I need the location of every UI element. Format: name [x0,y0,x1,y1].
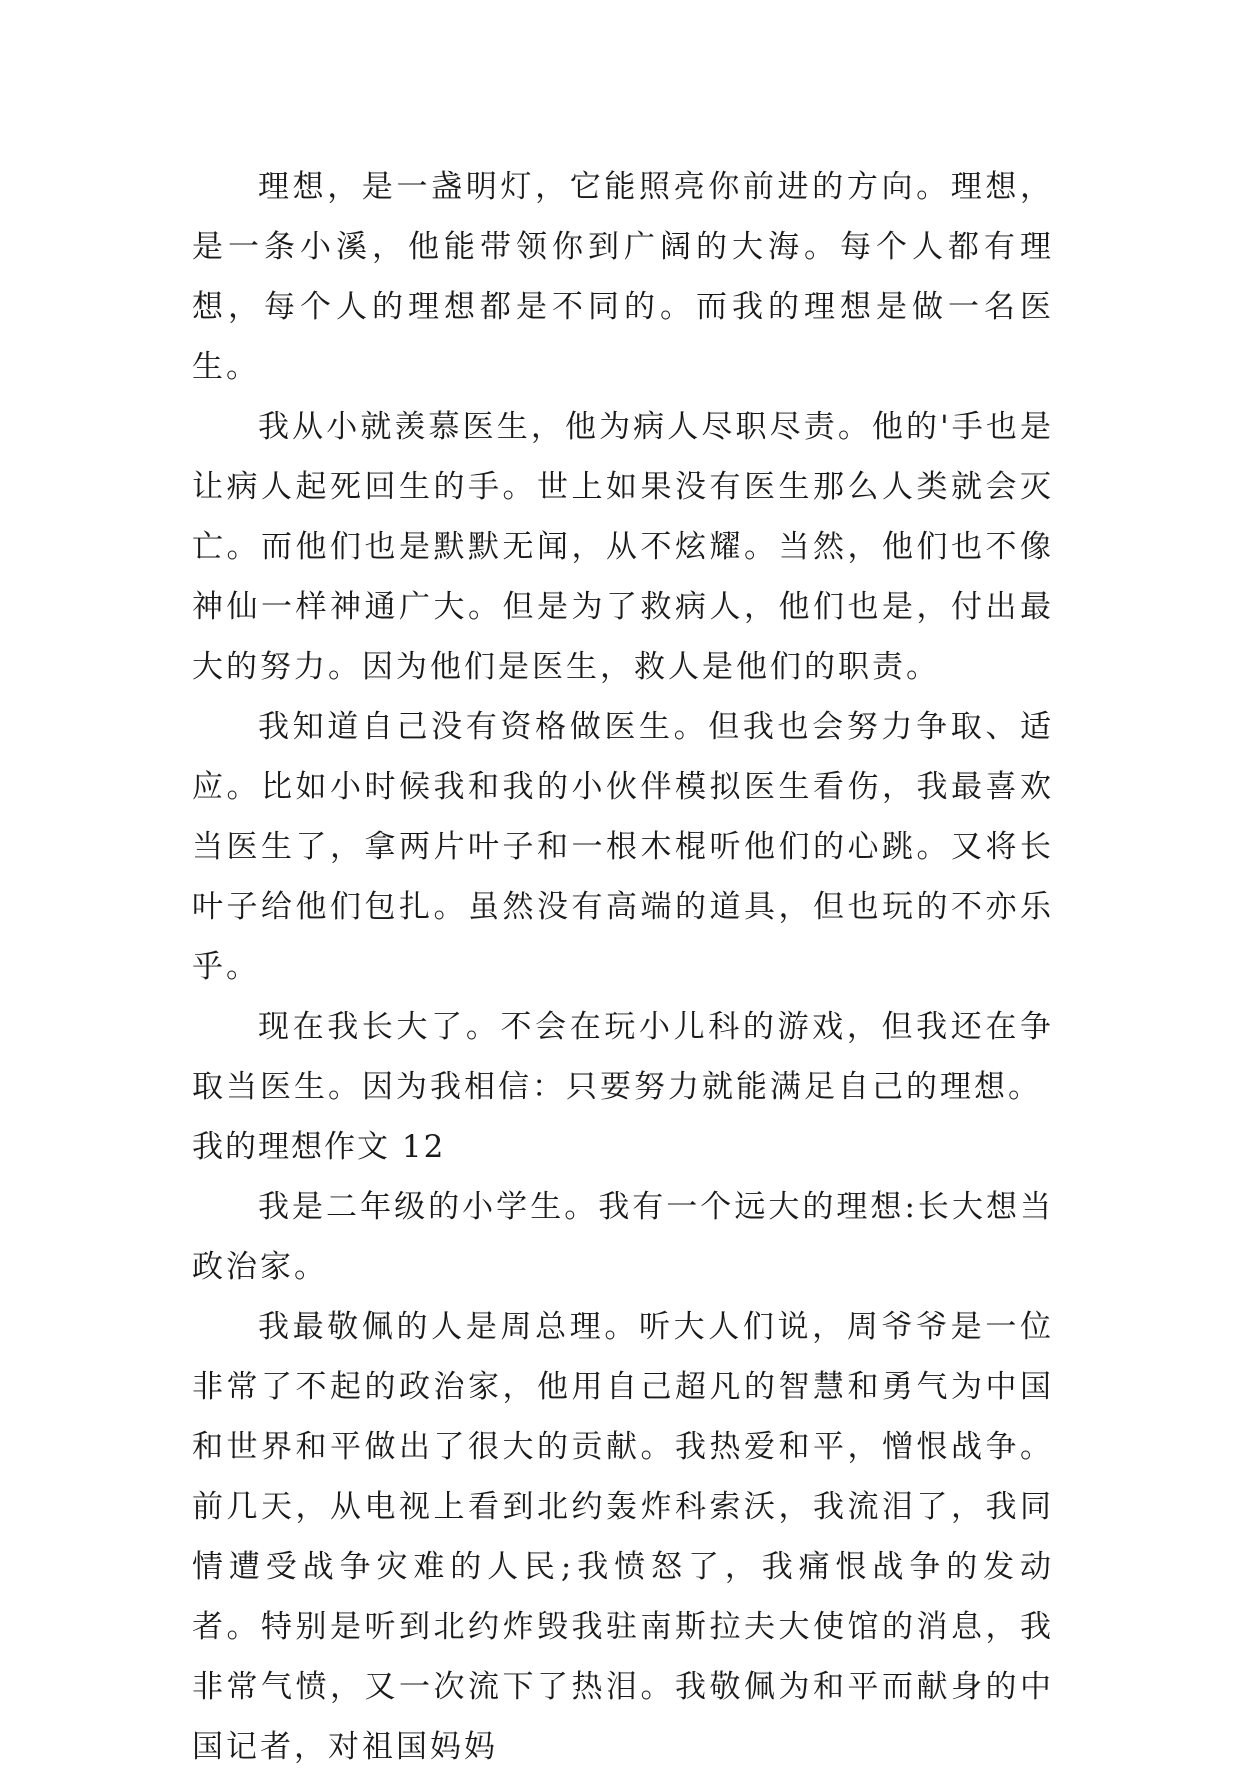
section-heading: 我的理想作文 12 [192,1129,446,1165]
paragraph-3: 我知道自己没有资格做医生。但我也会努力争取、适应。比如小时候我和我的小伙伴模拟医生看伤，我最喜欢当医生了，拿两片叶子和一根木棍听他们的心跳。又将长叶子给他们包扎。虽然没有高端的道具，但也玩的不亦乐乎。 [192,709,1054,985]
paragraph-1: 理想，是一盏明灯，它能照亮你前进的方向。理想，是一条小溪，他能带领你到广阔的大海。每个人都有理想，每个人的理想都是不同的。而我的理想是做一名医生。 [192,169,1054,385]
document-body [192,157,1054,1777]
paragraph-6: 我最敬佩的人是周总理。听大人们说，周爷爷是一位非常了不起的政治家，他用自己超凡的智慧和勇气为中国和世界和平做出了很大的贡献。我热爱和平，憎恨战争。前几天，从电视上看到北约轰炸科索沃，我流泪了，我同情遭受战争灾难的人民;我愤怒了，我痛恨战争的发动者。特别是听到北约炸毁我驻南斯拉夫大使馆的消息，我非常气愤，又一次流下了热泪。我敬佩为和平而献身的中国记者，对祖国妈妈 [192,1309,1054,1765]
paragraph-5: 我是二年级的小学生。我有一个远大的理想:长大想当政治家。 [192,1189,1054,1285]
paragraph-4: 现在我长大了。不会在玩小儿科的游戏，但我还在争取当医生。因为我相信：只要努力就能满足自己的理想。 [192,1009,1054,1105]
paragraph-2: 我从小就羡慕医生，他为病人尽职尽责。他的'手也是让病人起死回生的手。世上如果没有医生那么人类就会灭亡。而他们也是默默无闻，从不炫耀。当然，他们也不像神仙一样神通广大。但是为了救病人，他们也是，付出最大的努力。因为他们是医生，救人是他们的职责。 [192,409,1054,685]
